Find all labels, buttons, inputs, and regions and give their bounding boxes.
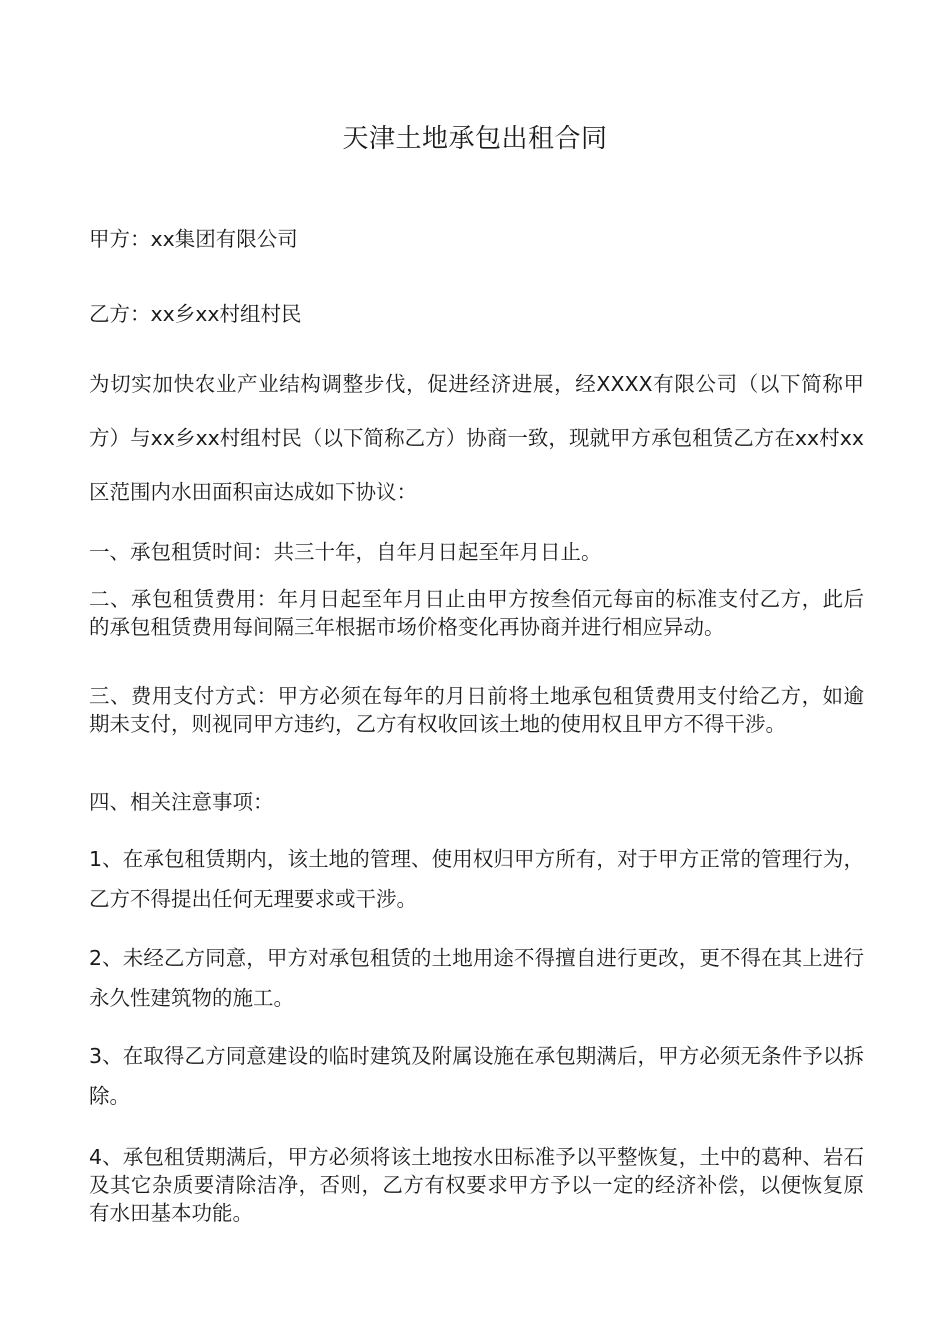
note-item-4: 4、承包租赁期满后，甲方必须将该土地按水田标准予以平整恢复，土中的葛种、岩石及其它杂质要清除洁净，否则，乙方有权要求甲方予以一定的经济补偿，以便恢复原有水田基本功能。 — [89, 1145, 864, 1225]
document-title: 天津土地承包出租合同 — [342, 124, 608, 154]
party-a: 甲方：xx集团有限公司 — [89, 227, 298, 251]
intro-paragraph: 为切实加快农业产业结构调整步伐，促进经济进展，经XXXX有限公司（以下简称甲方）与xx乡xx村组村民（以下简称乙方）协商一致，现就甲方承包租赁乙方在xx村xx区范围内水田面积亩达成如下协议： — [89, 372, 864, 504]
note-item-3: 3、在取得乙方同意建设的临时建筑及附属设施在承包期满后，甲方必须无条件予以拆除。 — [89, 1044, 864, 1108]
clause-3: 三、费用支付方式：甲方必须在每年的月日前将土地承包租赁费用支付给乙方，如逾期未支付，则视同甲方违约，乙方有权收回该土地的使用权且甲方不得干涉。 — [89, 684, 864, 736]
note-item-1: 1、在承包租赁期内，该土地的管理、使用权归甲方所有，对于甲方正常的管理行为，乙方不得提出任何无理要求或干涉。 — [89, 847, 864, 911]
clause-4-heading: 四、相关注意事项： — [89, 790, 274, 814]
note-item-2: 2、未经乙方同意，甲方对承包租赁的土地用途不得擅自进行更改，更不得在其上进行永久性建筑物的施工。 — [89, 946, 864, 1010]
clause-2: 二、承包租赁费用：年月日起至年月日止由甲方按叁佰元每亩的标准支付乙方，此后的承包租赁费用每间隔三年根据市场价格变化再协商并进行相应异动。 — [89, 587, 864, 639]
party-b: 乙方：xx乡xx村组村民 — [89, 302, 302, 326]
clause-1: 一、承包租赁时间：共三十年，自年月日起至年月日止。 — [89, 540, 602, 564]
